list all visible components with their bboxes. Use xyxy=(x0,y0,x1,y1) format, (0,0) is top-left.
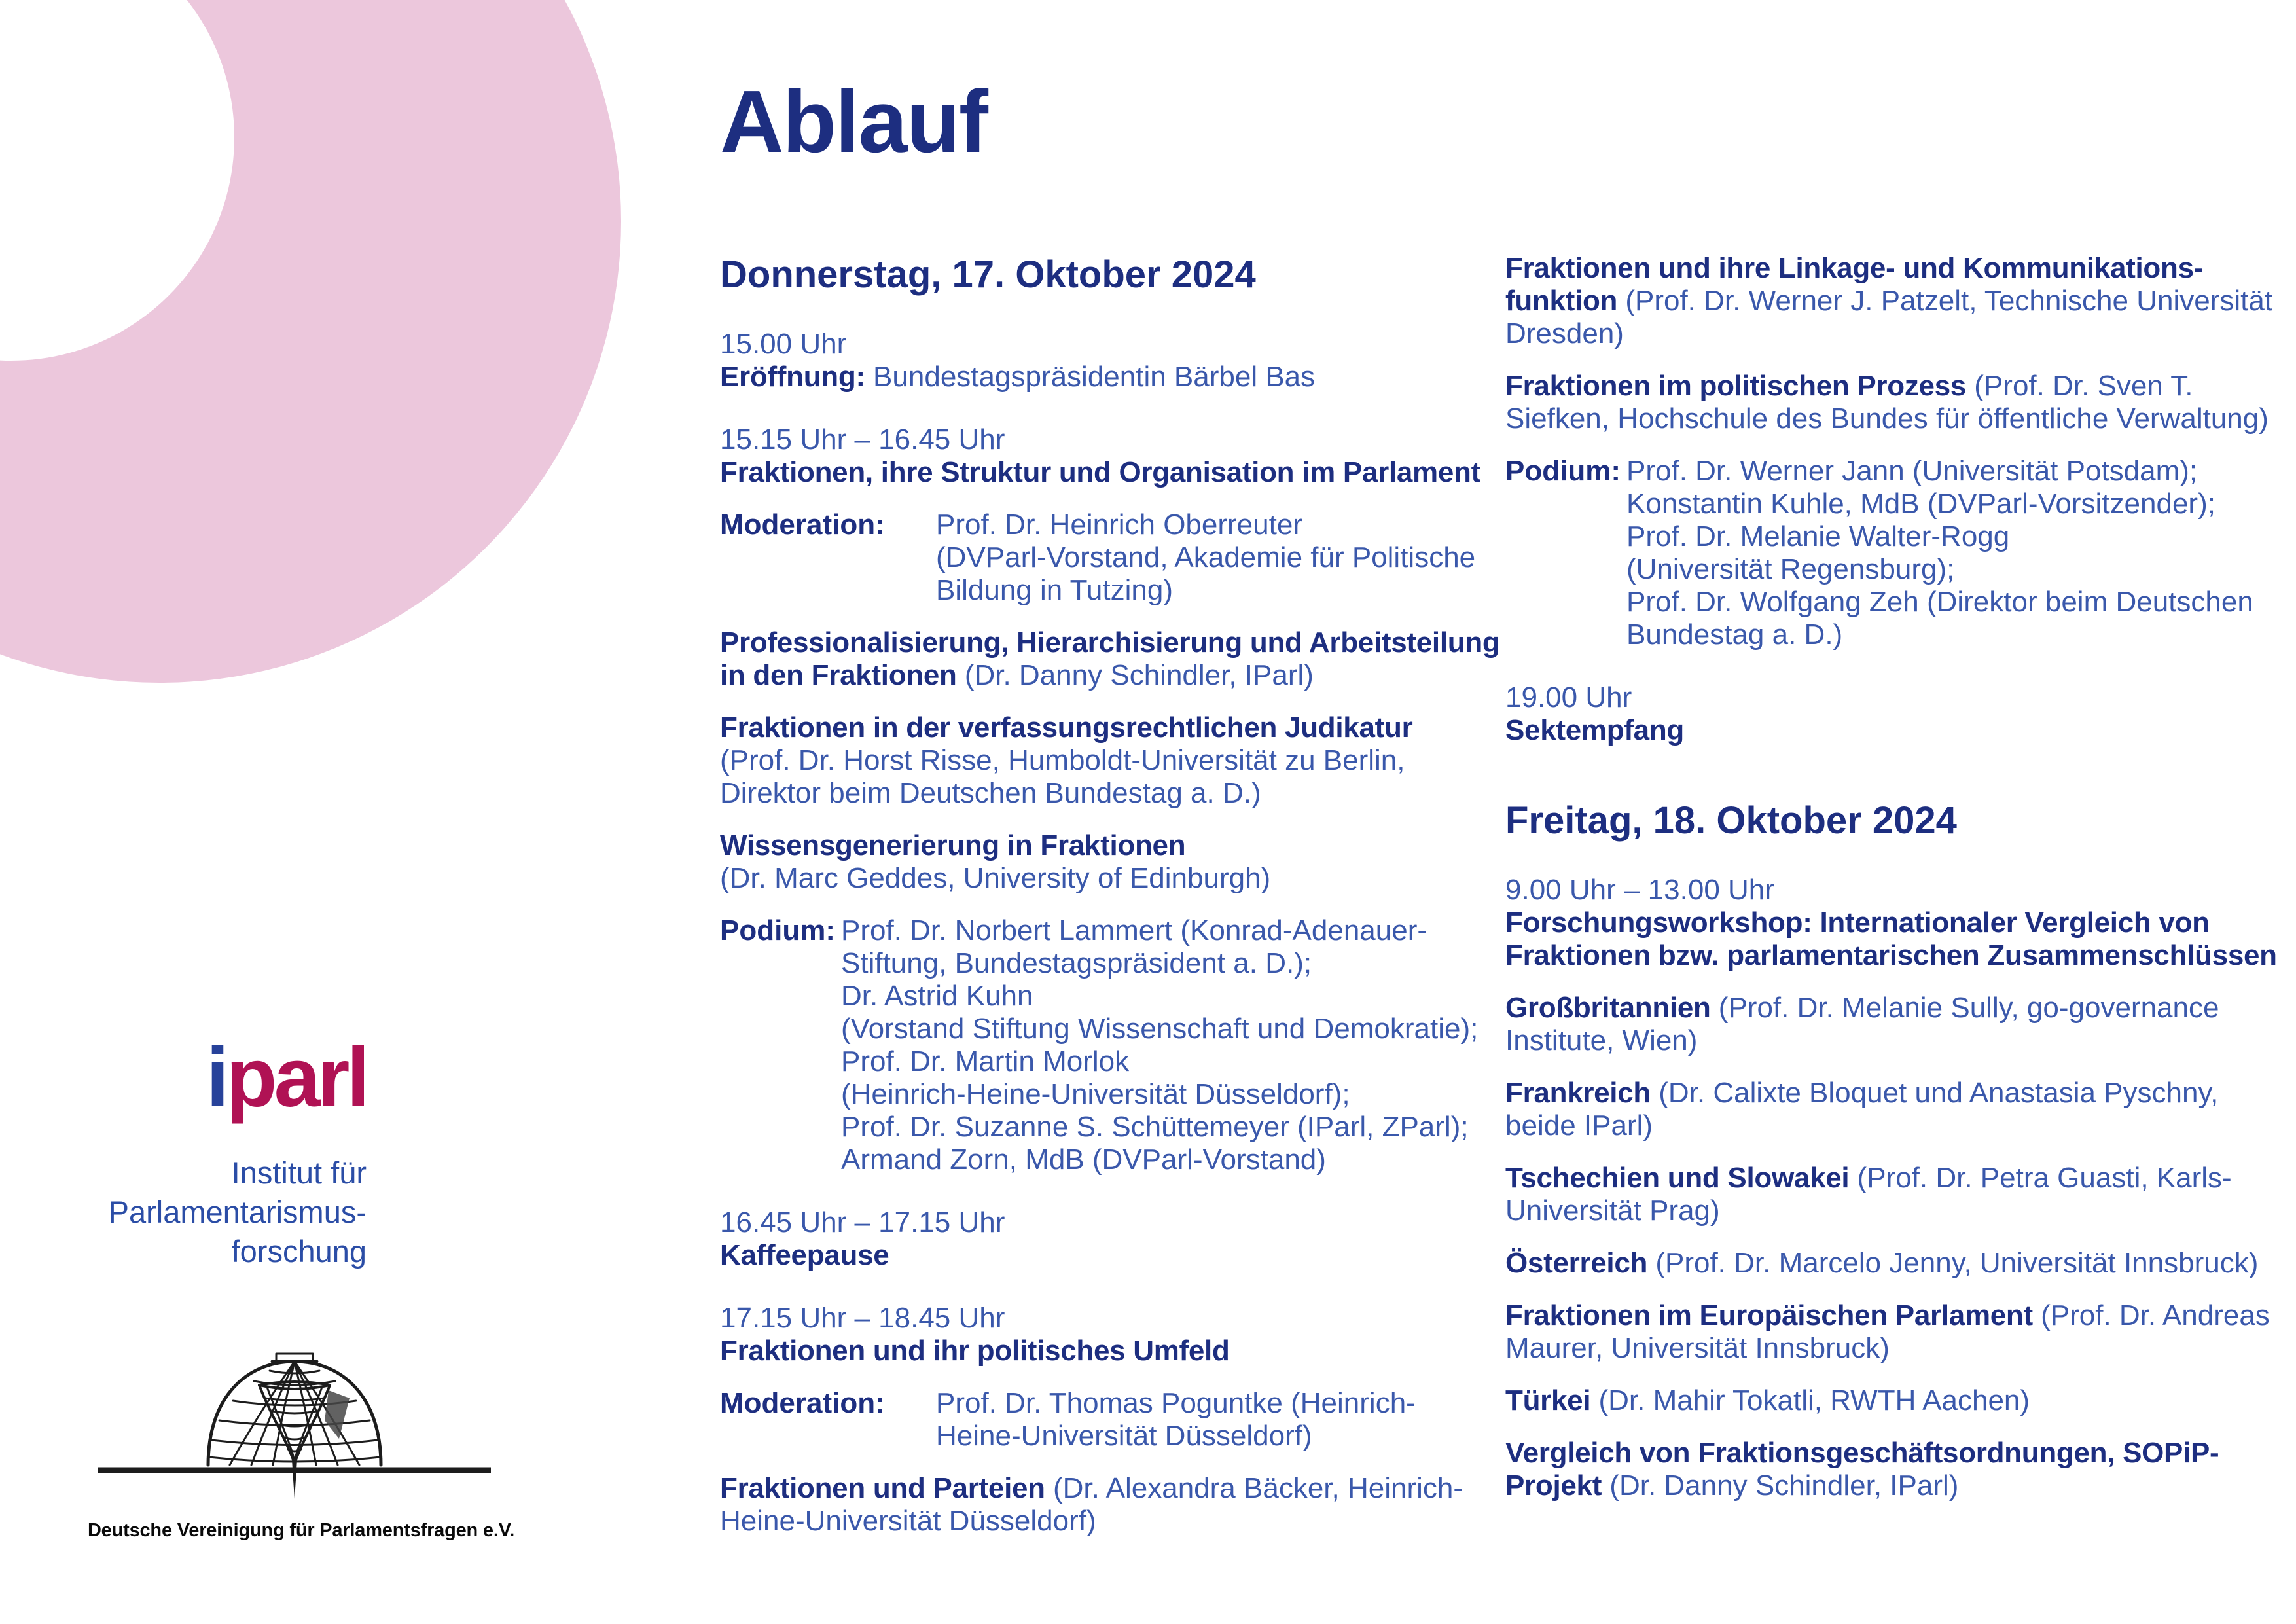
schedule-line xyxy=(720,1239,1496,1272)
schedule-line xyxy=(841,1078,1496,1111)
schedule-column-1 xyxy=(720,252,1500,1538)
schedule-text: 15.15 Uhr – 16.45 Uhr xyxy=(720,424,1005,456)
schedule-line xyxy=(936,574,1475,607)
page-title: Ablauf xyxy=(720,72,987,171)
schedule-block-label: Moderation: xyxy=(720,1387,885,1419)
schedule-text: Heine-Universität Düsseldorf) xyxy=(720,1505,1096,1537)
iparl-institute-label xyxy=(26,1153,367,1271)
schedule-lines xyxy=(1505,681,2291,747)
schedule-block xyxy=(720,509,1496,607)
schedule-column-2 xyxy=(1505,252,2291,1502)
schedule-line xyxy=(1505,907,2291,939)
institute-line: Parlamentarismus- xyxy=(108,1195,367,1229)
schedule-line xyxy=(720,328,1496,361)
schedule-line xyxy=(1505,1110,2291,1142)
schedule-lines xyxy=(936,1387,1416,1453)
schedule-text: Direktor beim Deutschen Bundestag a. D.) xyxy=(720,777,1261,809)
schedule-text: (Dr. Danny Schindler, IParl) xyxy=(1602,1470,1959,1502)
schedule-text: (Prof. Dr. Andreas xyxy=(2032,1299,2270,1331)
schedule-text: (Prof. Dr. Werner J. Patzelt, Technische Universität xyxy=(1617,285,2273,317)
schedule-text: Bundestagspräsidentin Bärbel Bas xyxy=(865,361,1316,393)
schedule-line xyxy=(720,1206,1496,1239)
schedule-block xyxy=(720,1472,1496,1538)
dvparl-logo xyxy=(98,1347,491,1514)
schedule-lines xyxy=(720,829,1496,895)
schedule-line xyxy=(1505,939,2291,972)
schedule-line xyxy=(1505,1195,2291,1227)
schedule-text-bold: Professionalisierung, Hierarchisierung und Arbeitsteilung xyxy=(720,626,1500,659)
schedule-text-bold: Frankreich xyxy=(1505,1077,1651,1109)
institute-line: forschung xyxy=(231,1234,367,1269)
schedule-text: Prof. Dr. Thomas Poguntke (Heinrich- xyxy=(936,1387,1416,1419)
schedule-text-bold: Forschungsworkshop: Internationaler Vergleich von xyxy=(1505,907,2210,939)
day2-heading: Freitag, 18. Oktober 2024 xyxy=(1505,799,1957,842)
schedule-block xyxy=(720,1387,1496,1453)
schedule-lines xyxy=(720,1472,1496,1538)
schedule-text: 17.15 Uhr – 18.45 Uhr xyxy=(720,1302,1005,1334)
schedule-block xyxy=(1505,455,2291,651)
schedule-block xyxy=(720,626,1500,692)
schedule-line xyxy=(720,456,1496,489)
schedule-text: (Heinrich-Heine-Universität Düsseldorf); xyxy=(841,1078,1350,1110)
schedule-line xyxy=(720,659,1496,692)
schedule-lines xyxy=(1505,1162,2291,1227)
schedule-line xyxy=(936,541,1475,574)
schedule-text: Armand Zorn, MdB (DVParl-Vorstand) xyxy=(841,1144,1326,1176)
schedule-text: Universität Prag) xyxy=(1505,1195,1720,1227)
schedule-line xyxy=(1505,1299,2291,1332)
schedule-line xyxy=(1505,714,2291,747)
schedule-block xyxy=(1505,1077,2291,1142)
schedule-text: Bildung in Tutzing) xyxy=(936,574,1173,606)
schedule-line xyxy=(1505,1470,2291,1502)
schedule-block xyxy=(720,829,1496,895)
schedule-line xyxy=(720,1302,1496,1335)
schedule-line xyxy=(720,361,1496,393)
schedule-text-bold: Fraktionen im politischen Prozess xyxy=(1505,370,1967,402)
schedule-block xyxy=(720,914,1496,1176)
schedule-lines xyxy=(1505,1077,2291,1142)
schedule-text: (DVParl-Vorstand, Akademie für Politische xyxy=(936,541,1476,573)
schedule-lines xyxy=(720,626,1500,692)
schedule-text: Bundestag a. D.) xyxy=(1626,619,1843,651)
schedule-text: (Prof. Dr. Petra Guasti, Karls- xyxy=(1849,1162,2232,1194)
schedule-line xyxy=(841,980,1496,1013)
schedule-text-bold: Sektempfang xyxy=(1505,714,1684,746)
schedule-lines xyxy=(1505,1247,2291,1280)
schedule-line xyxy=(720,1505,1496,1538)
schedule-text: 9.00 Uhr – 13.00 Uhr xyxy=(1505,874,1774,906)
schedule-text: 16.45 Uhr – 17.15 Uhr xyxy=(720,1206,1005,1238)
schedule-line xyxy=(841,914,1496,947)
schedule-block xyxy=(720,328,1496,393)
schedule-text-bold: Fraktionen und ihr politisches Umfeld xyxy=(720,1335,1230,1367)
schedule-lines xyxy=(720,1206,1496,1272)
schedule-text-bold: Fraktionen im Europäischen Parlament xyxy=(1505,1299,2033,1331)
schedule-line xyxy=(1505,285,2291,317)
schedule-lines xyxy=(936,509,1475,607)
schedule-line xyxy=(720,1335,1496,1367)
schedule-lines xyxy=(1505,1299,2291,1365)
schedule-text-bold: Türkei xyxy=(1505,1384,1591,1416)
schedule-text: (Dr. Alexandra Bäcker, Heinrich- xyxy=(1045,1472,1463,1504)
schedule-line xyxy=(1505,252,2291,285)
schedule-line xyxy=(1505,1437,2291,1470)
schedule-text: Heine-Universität Düsseldorf) xyxy=(936,1420,1312,1452)
schedule-lines xyxy=(1505,992,2291,1057)
schedule-text: (Dr. Mahir Tokatli, RWTH Aachen) xyxy=(1590,1384,2030,1416)
schedule-text-bold: Großbritannien xyxy=(1505,992,1711,1024)
schedule-text: Maurer, Universität Innsbruck) xyxy=(1505,1332,1890,1364)
schedule-text-bold: Tschechien und Slowakei xyxy=(1505,1162,1850,1194)
schedule-text: 19.00 Uhr xyxy=(1505,681,1632,713)
schedule-text: (Prof. Dr. Melanie Sully, go-governance xyxy=(1710,992,2219,1024)
schedule-block-label: Podium: xyxy=(720,914,835,947)
schedule-line xyxy=(936,509,1475,541)
schedule-block xyxy=(720,1206,1496,1272)
schedule-text: beide IParl) xyxy=(1505,1110,1653,1142)
day1-heading: Donnerstag, 17. Oktober 2024 xyxy=(720,253,1256,296)
schedule-text: Dr. Astrid Kuhn xyxy=(841,980,1033,1012)
schedule-block xyxy=(1505,874,2291,972)
schedule-line xyxy=(720,744,1496,777)
schedule-block xyxy=(1505,681,2291,747)
schedule-text: Prof. Dr. Suzanne S. Schüttemeyer (IParl, ZParl); xyxy=(841,1111,1469,1143)
schedule-line xyxy=(1626,619,2291,651)
dvparl-caption: Deutsche Vereinigung für Parlamentsfragen e.V. xyxy=(87,1520,515,1541)
schedule-line xyxy=(841,1144,1496,1176)
schedule-text: Prof. Dr. Werner Jann (Universität Potsdam); xyxy=(1626,455,2198,487)
schedule-lines xyxy=(1505,1437,2291,1502)
schedule-lines xyxy=(841,914,1496,1176)
schedule-text: (Vorstand Stiftung Wissenschaft und Demokratie); xyxy=(841,1013,1479,1045)
schedule-line xyxy=(1505,681,2291,714)
schedule-text: Prof. Dr. Martin Morlok xyxy=(841,1045,1130,1077)
schedule-text: 15.00 Uhr xyxy=(720,328,847,360)
schedule-block xyxy=(1505,1384,2291,1417)
schedule-lines xyxy=(720,424,1496,489)
schedule-text: Dresden) xyxy=(1505,317,1624,350)
schedule-line xyxy=(1505,1384,2291,1417)
schedule-block xyxy=(1505,1162,2291,1227)
iparl-logo-parl: parl xyxy=(226,1031,367,1125)
schedule-text: (Prof. Dr. Sven T. xyxy=(1966,370,2193,402)
schedule-text-bold: Kaffeepause xyxy=(720,1239,889,1271)
schedule-text: Prof. Dr. Wolfgang Zeh (Direktor beim Deutschen xyxy=(1626,586,2253,618)
schedule-text: (Dr. Marc Geddes, University of Edinburgh) xyxy=(720,862,1271,894)
schedule-line xyxy=(1505,317,2291,350)
iparl-logo-i: i xyxy=(206,1031,226,1125)
schedule-block-label: Moderation: xyxy=(720,509,885,541)
schedule-lines xyxy=(1505,370,2291,435)
schedule-line xyxy=(720,424,1496,456)
schedule-text-bold: Eröffnung: xyxy=(720,361,865,393)
schedule-line xyxy=(720,1472,1496,1505)
schedule-line xyxy=(720,777,1496,810)
schedule-block xyxy=(1505,1247,2291,1280)
schedule-text-bold: Fraktionen bzw. parlamentarischen Zusammenschlüssen xyxy=(1505,939,2277,971)
schedule-lines xyxy=(1505,1384,2291,1417)
schedule-lines xyxy=(1505,874,2291,972)
schedule-text: Siefken, Hochschule des Bundes für öffentliche Verwaltung) xyxy=(1505,403,2269,435)
schedule-text-bold: funktion xyxy=(1505,285,1618,317)
schedule-block xyxy=(1505,1437,2291,1502)
schedule-text: (Universität Regensburg); xyxy=(1626,553,1955,585)
schedule-block xyxy=(720,424,1496,489)
schedule-line xyxy=(1505,403,2291,435)
schedule-text: Prof. Dr. Heinrich Oberreuter xyxy=(936,509,1302,541)
institute-line: Institut für xyxy=(231,1155,367,1190)
schedule-text: Institute, Wien) xyxy=(1505,1024,1698,1056)
schedule-text-bold: Fraktionen und ihre Linkage- und Kommunikations- xyxy=(1505,252,2204,284)
reichstag-dome-icon xyxy=(98,1347,491,1511)
schedule-text: (Dr. Calixte Bloquet und Anastasia Pyschny, xyxy=(1651,1077,2219,1109)
schedule-text-bold: Fraktionen, ihre Struktur und Organisation im Parlament xyxy=(720,456,1480,488)
schedule-line xyxy=(841,947,1496,980)
schedule-text-bold: in den Fraktionen xyxy=(720,659,957,691)
schedule-line xyxy=(1626,488,2291,520)
schedule-text-bold: Projekt xyxy=(1505,1470,1602,1502)
schedule-line xyxy=(841,1013,1496,1045)
schedule-text: (Prof. Dr. Marcelo Jenny, Universität Innsbruck) xyxy=(1647,1247,2259,1279)
schedule-text: Konstantin Kuhle, MdB (DVParl-Vorsitzender); xyxy=(1626,488,2215,520)
schedule-text: (Dr. Danny Schindler, IParl) xyxy=(956,659,1314,691)
schedule-line xyxy=(1505,1247,2291,1280)
schedule-lines xyxy=(720,328,1496,393)
schedule-line xyxy=(720,626,1500,659)
schedule-block xyxy=(1505,370,2291,435)
schedule-line xyxy=(841,1111,1496,1144)
schedule-block xyxy=(720,1302,1496,1367)
schedule-lines xyxy=(720,712,1496,810)
schedule-line xyxy=(720,829,1496,862)
schedule-text: Prof. Dr. Norbert Lammert (Konrad-Adenauer- xyxy=(841,914,1427,947)
pink-arc-decoration xyxy=(0,0,785,785)
schedule-line xyxy=(1505,874,2291,907)
schedule-line xyxy=(1626,586,2291,619)
schedule-text: Prof. Dr. Melanie Walter-Rogg xyxy=(1626,520,2010,552)
schedule-line xyxy=(1505,370,2291,403)
schedule-line xyxy=(720,862,1496,895)
schedule-line xyxy=(1505,1077,2291,1110)
schedule-block xyxy=(720,712,1496,810)
schedule-text-bold: Vergleich von Fraktionsgeschäftsordnungen, SOPiP- xyxy=(1505,1437,2219,1469)
schedule-line xyxy=(1626,455,2291,488)
schedule-lines xyxy=(720,1302,1496,1367)
schedule-text: Stiftung, Bundestagspräsident a. D.); xyxy=(841,947,1312,979)
schedule-block xyxy=(1505,252,2291,350)
schedule-text-bold: Fraktionen und Parteien xyxy=(720,1472,1045,1504)
schedule-line xyxy=(1626,553,2291,586)
schedule-line xyxy=(1505,1332,2291,1365)
iparl-logo xyxy=(92,1031,367,1125)
schedule-text-bold: Wissensgenerierung in Fraktionen xyxy=(720,829,1186,861)
schedule-block xyxy=(1505,1299,2291,1365)
schedule-line xyxy=(936,1387,1416,1420)
schedule-lines xyxy=(1626,455,2291,651)
schedule-block-label: Podium: xyxy=(1505,455,1621,487)
schedule-line xyxy=(1626,520,2291,553)
schedule-line xyxy=(720,712,1496,744)
schedule-lines xyxy=(1505,252,2291,350)
schedule-line xyxy=(936,1420,1416,1453)
schedule-text-bold: Österreich xyxy=(1505,1247,1648,1279)
schedule-line xyxy=(1505,1162,2291,1195)
schedule-text-bold: Fraktionen in der verfassungsrechtlichen Judikatur xyxy=(720,712,1413,744)
schedule-line xyxy=(841,1045,1496,1078)
schedule-text: (Prof. Dr. Horst Risse, Humboldt-Universität zu Berlin, xyxy=(720,744,1405,776)
schedule-line xyxy=(1505,1024,2291,1057)
schedule-line xyxy=(1505,992,2291,1024)
schedule-block xyxy=(1505,992,2291,1057)
